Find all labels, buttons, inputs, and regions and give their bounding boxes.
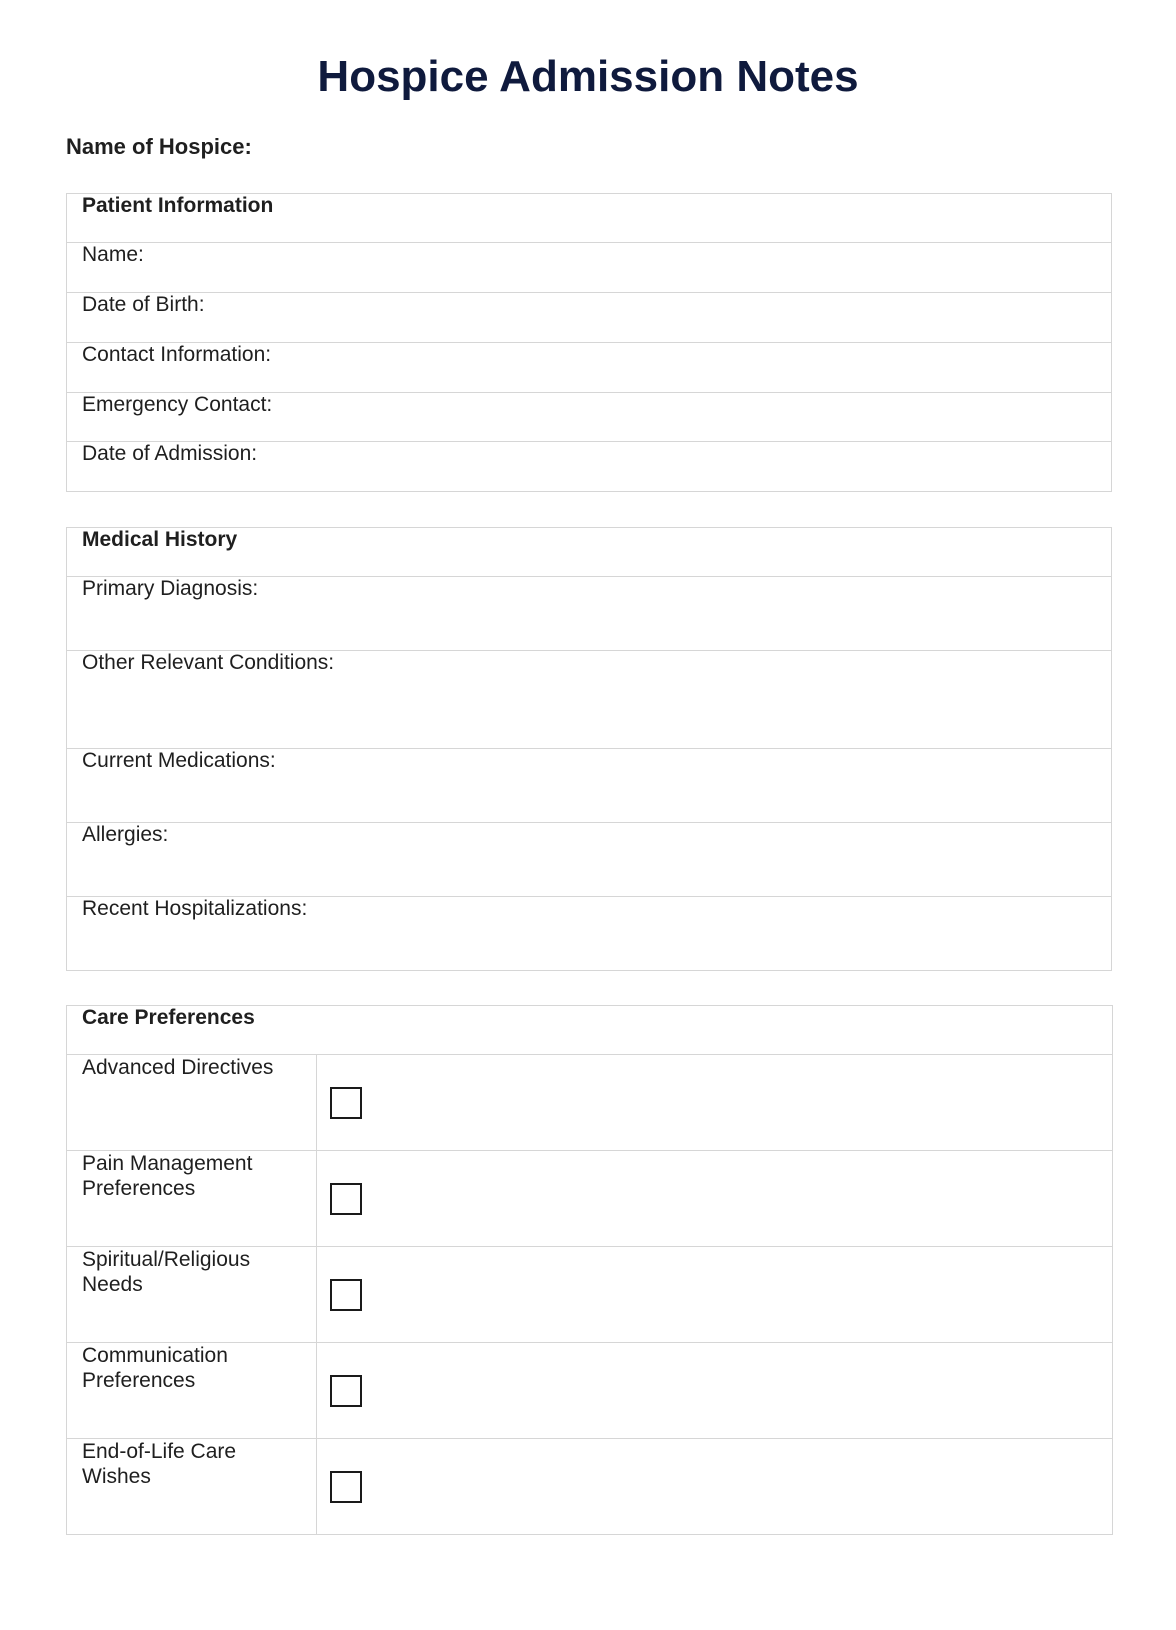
pain-management-checkbox[interactable] — [330, 1183, 362, 1215]
patient-name-field[interactable]: Name: — [67, 243, 1112, 293]
medical-history-heading: Medical History — [67, 528, 1112, 577]
spiritual-religious-label: Spiritual/Religious Needs — [67, 1247, 317, 1343]
emergency-contact-field[interactable]: Emergency Contact: — [67, 393, 1112, 442]
care-preferences-heading: Care Preferences — [67, 1006, 1113, 1055]
date-of-birth-field[interactable]: Date of Birth: — [67, 293, 1112, 343]
hospice-name-label[interactable]: Name of Hospice: — [66, 134, 252, 159]
patient-information-table — [66, 193, 1112, 492]
communication-preferences-label: Communication Preferences — [67, 1343, 317, 1439]
medical-history-table — [66, 527, 1112, 971]
pain-management-label: Pain Management Preferences — [67, 1151, 317, 1247]
allergies-field[interactable]: Allergies: — [67, 823, 1112, 897]
care-preference-row — [67, 1247, 1113, 1343]
recent-hospitalizations-field[interactable]: Recent Hospitalizations: — [67, 897, 1112, 971]
advanced-directives-label: Advanced Directives — [67, 1055, 317, 1151]
end-of-life-care-label: End-of-Life Care Wishes — [67, 1439, 317, 1535]
spiritual-religious-checkbox[interactable] — [330, 1279, 362, 1311]
primary-diagnosis-field[interactable]: Primary Diagnosis: — [67, 577, 1112, 651]
communication-preferences-checkbox[interactable] — [330, 1375, 362, 1407]
contact-information-field[interactable]: Contact Information: — [67, 343, 1112, 393]
care-preference-row — [67, 1055, 1113, 1151]
current-medications-field[interactable]: Current Medications: — [67, 749, 1112, 823]
care-preference-row — [67, 1343, 1113, 1439]
date-of-admission-field[interactable]: Date of Admission: — [67, 442, 1112, 492]
other-relevant-conditions-field[interactable]: Other Relevant Conditions: — [67, 651, 1112, 749]
care-preference-row — [67, 1151, 1113, 1247]
care-preference-row — [67, 1439, 1113, 1535]
care-preferences-table — [66, 1005, 1113, 1535]
page-title: Hospice Admission Notes — [317, 52, 859, 101]
advanced-directives-checkbox[interactable] — [330, 1087, 362, 1119]
patient-information-heading: Patient Information — [67, 194, 1112, 243]
end-of-life-care-checkbox[interactable] — [330, 1471, 362, 1503]
